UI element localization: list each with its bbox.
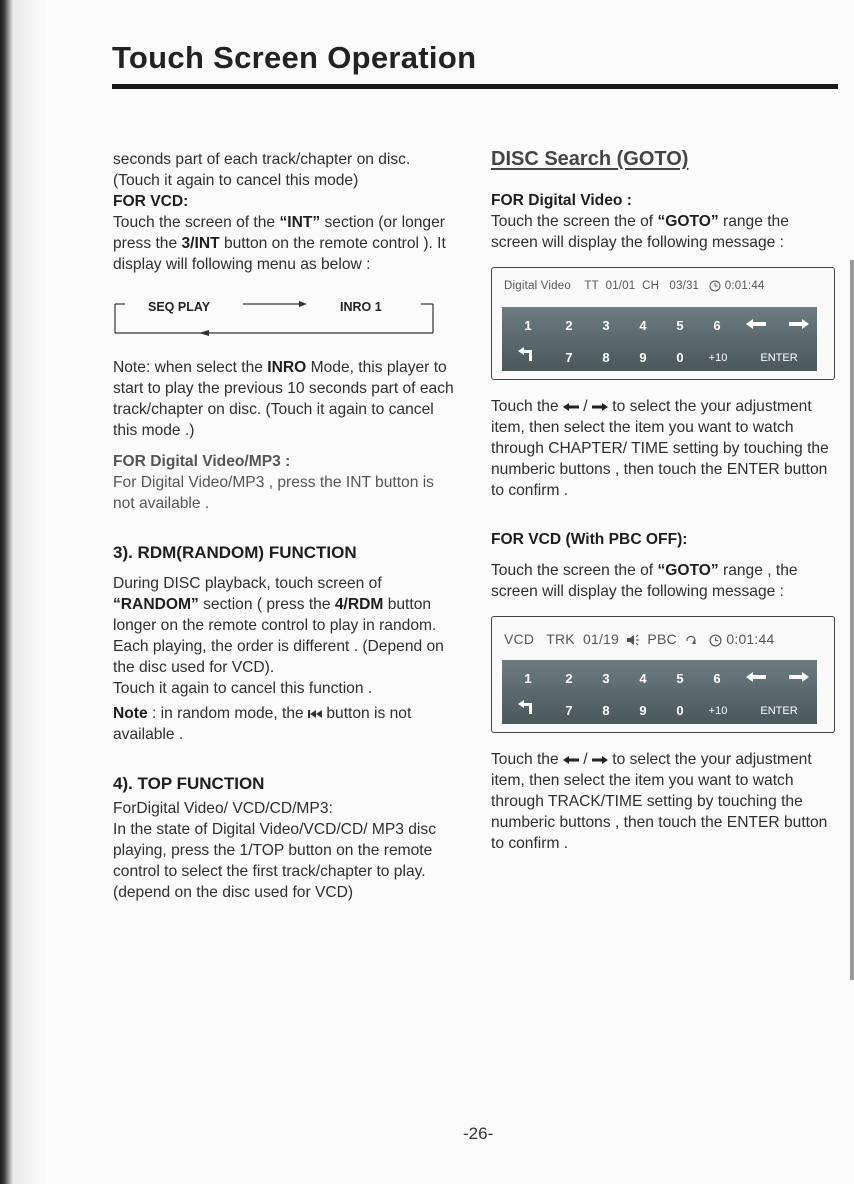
rdv-goto: “GOTO”: [657, 213, 719, 230]
key-9[interactable]: 9: [639, 703, 647, 718]
key-6[interactable]: 6: [713, 671, 721, 686]
key-0[interactable]: 0: [676, 703, 684, 718]
left-arrow-icon[interactable]: [744, 319, 768, 329]
rdm-4rdm: 4/RDM: [334, 596, 384, 613]
note-inro-word: INRO: [267, 359, 307, 376]
title-rule: [112, 84, 838, 89]
key-8[interactable]: 8: [602, 703, 610, 718]
left-arrow-icon[interactable]: [744, 672, 768, 682]
key-4[interactable]: 4: [639, 318, 647, 333]
panel2-mode: VCD: [504, 631, 535, 647]
note2-a: : in random mode, the: [147, 705, 309, 722]
key-6[interactable]: 6: [713, 318, 721, 333]
panel1-status: [492, 276, 834, 307]
return-icon[interactable]: [516, 700, 540, 714]
clock-icon: [709, 634, 722, 647]
rdv-b: range the screen will display the following message :: [491, 213, 789, 251]
key-plus10[interactable]: +10: [708, 705, 728, 717]
rdm-cancel: Touch it again to cancel this function .: [113, 680, 373, 697]
left-column: [113, 149, 458, 903]
rdm-a: During DISC playback, touch screen of: [113, 575, 382, 592]
right-arrow-icon: [592, 756, 608, 764]
key-8[interactable]: 8: [602, 350, 610, 365]
key-5[interactable]: 5: [676, 318, 684, 333]
panel1-title-label: TT: [584, 280, 599, 292]
goto-panel-digital-video: [491, 267, 835, 380]
rvcd-touch: [491, 749, 839, 854]
note2-label: Note: [113, 705, 148, 722]
inro1-label: INRO 1: [340, 300, 382, 314]
vcd-text: [113, 212, 458, 275]
vcd-text-c: button on the remote control ). It display will following menu as below :: [113, 235, 446, 273]
right-arrow-icon[interactable]: [787, 672, 811, 682]
note-b: Mode, this player to start to play the previous 10 seconds part of each track/chapter on disc. (Touch it again to cancel this mode .): [113, 359, 454, 439]
panel1-ch-label: CH: [642, 280, 660, 292]
rdv-text: [491, 211, 839, 253]
left-arrow-icon: [563, 756, 579, 764]
rdm-random: “RANDOM”: [113, 596, 199, 613]
vcd-label: FOR VCD:: [113, 193, 189, 210]
disc-search-title: DISC Search (GOTO): [491, 148, 689, 170]
key-2[interactable]: 2: [565, 318, 573, 333]
rvcd-text: [491, 560, 839, 602]
enter-key[interactable]: ENTER: [760, 705, 798, 717]
note-a: Note: when select the: [113, 359, 268, 376]
top-sub: ForDigital Video/ VCD/CD/MP3:: [113, 800, 333, 817]
page-edge: [850, 260, 854, 980]
key-4[interactable]: 4: [639, 671, 647, 686]
note-inro: [113, 357, 458, 441]
right-arrow-icon[interactable]: [787, 319, 811, 329]
panel2-time: 0:01:44: [726, 631, 775, 647]
panel2-trk-label: TRK: [546, 631, 575, 647]
key-3[interactable]: 3: [602, 318, 610, 333]
panel1-mode: Digital Video: [504, 280, 571, 292]
rdm-heading: 3). RDM(RANDOM) FUNCTION: [113, 543, 357, 562]
rvcd-goto: “GOTO”: [657, 562, 719, 579]
key-5[interactable]: 5: [676, 671, 684, 686]
rdm-text: [113, 573, 458, 678]
rvcd-b: range , the screen will display the following message :: [491, 562, 798, 600]
panel1-time: 0:01:44: [724, 280, 765, 292]
right-arrow-icon: [592, 403, 608, 411]
panel2-status: [492, 625, 834, 660]
rdv-label: FOR Digital Video :: [491, 192, 632, 209]
seq-diagram: [113, 293, 443, 343]
goto-panel-vcd: [491, 616, 835, 733]
key-3[interactable]: 3: [602, 671, 610, 686]
panel1-title-value: 01/01: [605, 280, 636, 292]
binding-edge: [0, 0, 14, 1184]
rvcd-label: FOR VCD (With PBC OFF):: [491, 531, 688, 548]
note2: [113, 703, 458, 745]
key-0[interactable]: 0: [676, 350, 684, 365]
rvcd-a: Touch the screen the of: [491, 562, 658, 579]
top-heading: 4). TOP FUNCTION: [113, 774, 265, 793]
vcd-int: “INT”: [279, 214, 321, 231]
rvcd-touch-a: Touch the: [491, 751, 563, 768]
vcd-text-a: Touch the screen of the: [113, 214, 280, 231]
speaker-icon: [627, 634, 639, 646]
right-column: [491, 149, 839, 854]
vcd-3int: 3/INT: [181, 235, 220, 252]
vcd-text-b: section (or longer press the: [113, 214, 445, 252]
left-arrow-icon: [563, 403, 579, 411]
rdv-touch-a: Touch the: [491, 398, 563, 415]
keypad-1: [502, 307, 817, 371]
binding-shadow: [14, 0, 44, 1184]
key-1[interactable]: 1: [524, 671, 532, 686]
seq-play-label: SEQ PLAY: [148, 300, 211, 314]
intro-text: seconds part of each track/chapter on disc.: [113, 151, 411, 168]
top-text: In the state of Digital Video/VCD/CD/ MP3 disc playing, press the 1/TOP button on the remote control to select the first track/chapter to play.(depend on the disc used for VCD): [113, 821, 436, 901]
rdv-a: Touch the screen the of: [491, 213, 658, 230]
rdv-touch-slash: /: [578, 398, 592, 415]
rvcd-touch-slash: /: [578, 751, 592, 768]
key-2[interactable]: 2: [565, 671, 573, 686]
enter-key[interactable]: ENTER: [760, 352, 798, 364]
cancel-text: (Touch it again to cancel this mode): [113, 172, 359, 189]
note2-b: button is not available .: [113, 705, 412, 743]
panel2-pbc-label: PBC: [647, 631, 677, 647]
rdv-touch-b: to select the your adjustment item, then select the item you want to watch through CHAPTER/ TIME setting by touching the numberic buttons , then touch the ENTER button to confirm .: [491, 398, 829, 499]
dv-label: FOR Digital Video/MP3 :: [113, 453, 291, 470]
dv-text: For Digital Video/MP3 , press the INT button is not available .: [113, 474, 434, 512]
key-plus10[interactable]: +10: [708, 352, 728, 364]
panel1-ch-value: 03/31: [669, 280, 700, 292]
prev-track-icon: [308, 709, 322, 719]
key-9[interactable]: 9: [639, 350, 647, 365]
key-7[interactable]: 7: [565, 350, 573, 365]
page-title: Touch Screen Operation: [112, 40, 477, 75]
page-number: -26-: [463, 1124, 494, 1143]
return-icon[interactable]: [516, 347, 540, 361]
clock-icon: [709, 280, 721, 292]
key-1[interactable]: 1: [524, 318, 532, 333]
rdm-c: button longer on the remote control to play in random. Each playing, the order is different . (Depend on the disc used for VCD).: [113, 596, 444, 676]
key-7[interactable]: 7: [565, 703, 573, 718]
panel2-trk-value: 01/19: [583, 631, 620, 647]
rdv-touch: [491, 396, 839, 501]
repeat-icon: [685, 634, 697, 646]
keypad-2: [502, 660, 817, 724]
rdm-b: section ( press the: [198, 596, 335, 613]
rvcd-touch-b: to select the your adjustment item, then select the item you want to watch through TRACK/TIME setting by touching the numberic buttons , then touch the ENTER button to confirm .: [491, 751, 828, 852]
